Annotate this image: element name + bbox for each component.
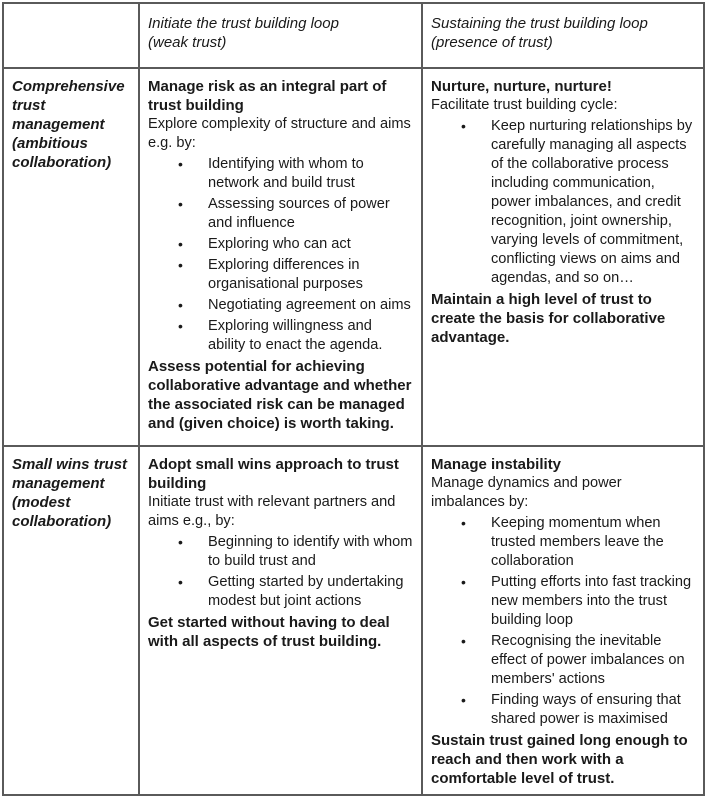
list-item	[431, 632, 695, 689]
bullet-icon: •	[178, 574, 183, 590]
row-label: Small wins trust management (modest collaboration)	[12, 456, 128, 530]
header-sustain-cell	[422, 3, 704, 68]
list-item-text: Keeping momentum when trusted members leave the collaboration	[491, 515, 664, 569]
row-label-cell	[3, 68, 139, 446]
table-row-small-wins	[3, 446, 704, 795]
bullet-icon: •	[178, 236, 183, 252]
cell-conclusion: Sustain trust gained long enough to reach and then work with a comfortable level of trust.	[431, 732, 688, 787]
bullet-icon: •	[178, 196, 183, 212]
initiate-cell	[139, 446, 422, 795]
list-item-text: Keep nurturing relationships by carefully managing all aspects of the collaborative process including communication, power imbalances, and credit recognition, joint ownership, varying levels of commitment, conflicting views on aims and agendas, and so on…	[491, 118, 693, 286]
header-sustain-title: Sustaining the trust building loop	[431, 15, 648, 32]
bullet-list	[431, 514, 695, 729]
list-item	[431, 514, 695, 571]
list-item-text: Recognising the inevitable effect of power imbalances on members' actions	[491, 633, 685, 687]
list-item-text: Beginning to identify with whom to build trust and	[208, 534, 413, 569]
list-item	[431, 117, 695, 288]
cell-intro: Initiate trust with relevant partners and aims e.g., by:	[148, 494, 396, 529]
header-corner-cell	[3, 3, 139, 68]
list-item	[148, 296, 413, 315]
list-item-text: Negotiating agreement on aims	[208, 297, 411, 313]
list-item	[431, 691, 695, 729]
bullet-icon: •	[461, 692, 466, 708]
header-initiate-subtitle: (weak trust)	[148, 34, 227, 51]
cell-intro: Explore complexity of structure and aims e.g. by:	[148, 116, 411, 151]
cell-title: Nurture, nurture, nurture!	[431, 78, 612, 95]
bullet-icon: •	[178, 156, 183, 172]
trust-management-table	[2, 2, 705, 796]
list-item	[148, 533, 413, 571]
list-item	[148, 195, 413, 233]
cell-conclusion: Get started without having to deal with all aspects of trust building.	[148, 614, 390, 650]
list-item	[148, 573, 413, 611]
cell-title: Manage risk as an integral part of trust building	[148, 78, 387, 114]
table-row-comprehensive	[3, 68, 704, 446]
row-label-cell	[3, 446, 139, 795]
cell-intro: Facilitate trust building cycle:	[431, 97, 618, 113]
cell-conclusion: Maintain a high level of trust to create the basis for collaborative advantage.	[431, 291, 666, 346]
initiate-cell	[139, 68, 422, 446]
header-sustain-subtitle: (presence of trust)	[431, 34, 553, 51]
bullet-list	[148, 155, 413, 355]
cell-title: Adopt small wins approach to trust building	[148, 456, 399, 492]
list-item	[148, 235, 413, 254]
list-item-text: Exploring differences in organisational purposes	[208, 257, 363, 292]
list-item	[148, 256, 413, 294]
list-item-text: Finding ways of ensuring that shared power is maximised	[491, 692, 681, 727]
list-item-text: Assessing sources of power and influence	[208, 196, 390, 231]
row-label: Comprehensive trust management (ambitious collaboration)	[12, 78, 125, 171]
cell-title: Manage instability	[431, 456, 562, 473]
list-item-text: Exploring who can act	[208, 236, 351, 252]
bullet-list	[431, 117, 695, 288]
bullet-icon: •	[178, 257, 183, 273]
table-header-row	[3, 3, 704, 68]
list-item-text: Identifying with whom to network and build trust	[208, 156, 364, 191]
bullet-icon: •	[461, 118, 466, 134]
bullet-icon: •	[178, 318, 183, 334]
header-initiate-title: Initiate the trust building loop	[148, 15, 339, 32]
list-item-text: Exploring willingness and ability to enact the agenda.	[208, 318, 383, 353]
bullet-icon: •	[178, 534, 183, 550]
bullet-icon: •	[461, 515, 466, 531]
sustain-cell	[422, 446, 704, 795]
bullet-icon: •	[461, 574, 466, 590]
list-item	[148, 155, 413, 193]
bullet-icon: •	[461, 633, 466, 649]
sustain-cell	[422, 68, 704, 446]
list-item-text: Getting started by undertaking modest but joint actions	[208, 574, 404, 609]
list-item-text: Putting efforts into fast tracking new members into the trust building loop	[491, 574, 692, 628]
cell-conclusion: Assess potential for achieving collaborative advantage and whether the associated risk can be managed and (given choice) is worth taking.	[148, 358, 412, 432]
header-initiate-cell	[139, 3, 422, 68]
list-item	[431, 573, 695, 630]
list-item	[148, 317, 413, 355]
cell-intro: Manage dynamics and power imbalances by:	[431, 475, 622, 510]
bullet-list	[148, 533, 413, 611]
bullet-icon: •	[178, 297, 183, 313]
